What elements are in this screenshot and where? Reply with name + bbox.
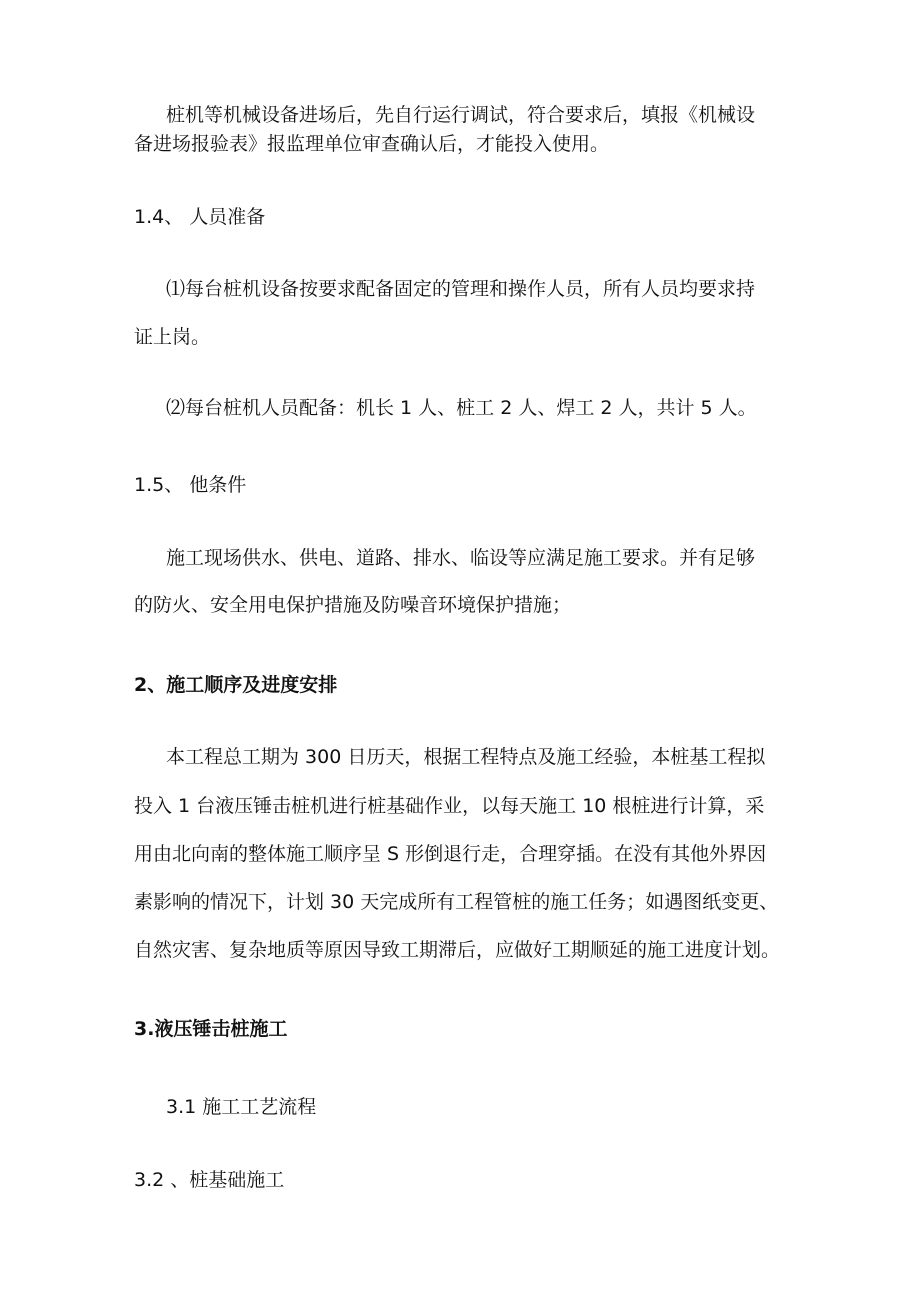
- paragraph-schedule-line-3: 用由北向南的整体施工顺序呈 S 形倒退行走，合理穿插。在没有其他外界因: [134, 843, 767, 865]
- paragraph-equipment-line-2: 备进场报验表》报监理单位审查确认后，才能投入使用。: [134, 133, 610, 155]
- heading-1-4: 1.4、 人员准备: [134, 206, 266, 228]
- heading-3: 3.液压锤击桩施工: [134, 1018, 288, 1040]
- paragraph-site-conditions-line-2: 的防火、安全用电保护措施及防噪音环境保护措施；: [134, 594, 572, 616]
- paragraph-schedule-line-4: 素影响的情况下，计划 30 天完成所有工程管桩的施工任务；如遇图纸变更、: [134, 891, 779, 913]
- paragraph-site-conditions-line-1: 施工现场供水、供电、道路、排水、临设等应满足施工要求。并有足够: [166, 547, 756, 569]
- paragraph-schedule-line-1: 本工程总工期为 300 日历天，根据工程特点及施工经验，本桩基工程拟: [166, 746, 766, 768]
- paragraph-staff-1-line-2: 证上岗。: [134, 326, 211, 348]
- paragraph-schedule-line-2: 投入 1 台液压锤击桩机进行桩基础作业，以每天施工 10 根桩进行计算，采: [134, 795, 765, 817]
- paragraph-staff-2: ⑵每台桩机人员配备：机长 1 人、桩工 2 人、焊工 2 人，共计 5 人。: [166, 397, 757, 419]
- paragraph-schedule-line-5: 自然灾害、复杂地质等原因导致工期滞后，应做好工期顺延的施工进度计划。: [134, 939, 781, 961]
- heading-3-1: 3.1 施工工艺流程: [166, 1096, 317, 1118]
- heading-2: 2、施工顺序及进度安排: [134, 674, 338, 696]
- paragraph-staff-1-line-1: ⑴每台桩机设备按要求配备固定的管理和操作人员，所有人员均要求持: [166, 278, 756, 300]
- paragraph-equipment-line-1: 桩机等机械设备进场后，先自行运行调试，符合要求后，填报《机械设: [166, 104, 756, 126]
- heading-3-2: 3.2 、桩基础施工: [134, 1169, 285, 1191]
- heading-1-5: 1.5、 他条件: [134, 474, 247, 496]
